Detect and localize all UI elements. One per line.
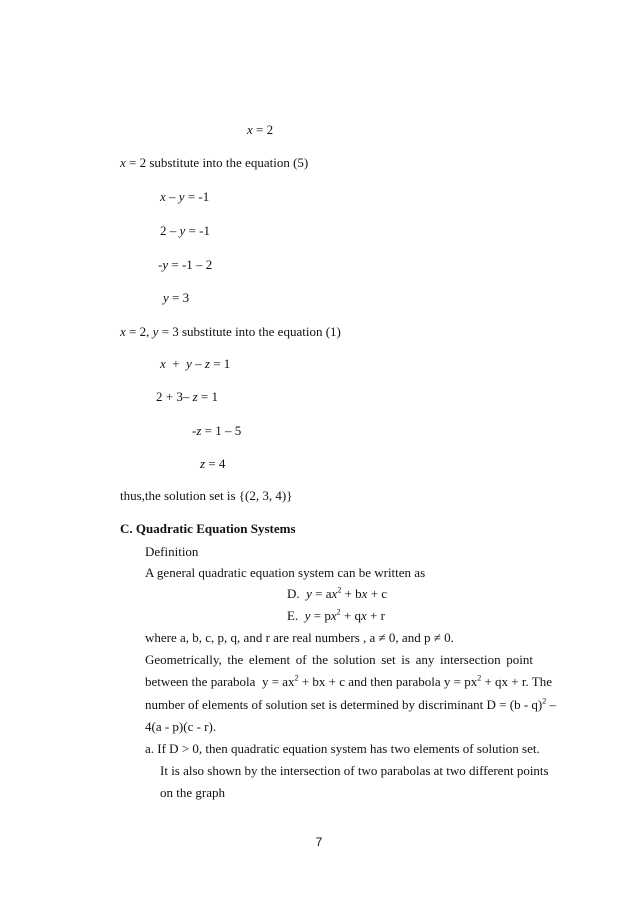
geometric-line-4: 4(a - p)(c - r).: [145, 719, 217, 734]
substitute-line-5: x = 2 substitute into the equation (5): [120, 155, 309, 170]
where-line: where a, b, c, p, q, and r are real numbers , a ≠ 0, and p ≠ 0.: [145, 630, 454, 645]
page-number: 7: [315, 835, 323, 849]
equation-x-eq-2: x = 2: [247, 122, 274, 137]
section-heading: C. Quadratic Equation Systems: [120, 521, 296, 536]
general-form-line: A general quadratic equation system can be written as: [145, 565, 426, 580]
geometric-line-1: Geometrically, the element of the solution set is any intersection point: [145, 652, 533, 667]
item-a-line-2: It is also shown by the intersection of two parabolas at two different points: [160, 763, 549, 778]
equation-line: 2 + 3– z = 1: [156, 389, 218, 404]
item-a-line-1: a. If D > 0, then quadratic equation system has two elements of solution set.: [145, 741, 540, 756]
geometric-line-2: between the parabola $y = ax^2$ + bx + c and then parabola $y = px^2$ + qx + r. The: [145, 673, 552, 689]
equation-line: x – y = -1: [160, 189, 210, 204]
definition-label: Definition: [145, 544, 199, 559]
equation-line: -y = -1 – 2: [158, 257, 213, 272]
geometric-line-3: number of elements of solution set is determined by discriminant D = (b - q)$^2$ –: [145, 696, 556, 712]
equation-d: D. $y = ax^2$ + bx + c: [287, 585, 388, 601]
equation-line: y = 3: [163, 290, 190, 305]
item-a-line-3: on the graph: [160, 785, 225, 800]
solution-set-line: thus,the solution set is {(2, 3, 4)}: [120, 488, 293, 503]
equation-line: z = 4: [200, 456, 226, 471]
equation-line: 2 – y = -1: [160, 223, 210, 238]
equation-line: -z = 1 – 5: [192, 423, 242, 438]
equation-line: x + y – z = 1: [160, 356, 231, 371]
equation-e: E. $y = px^2$ + qx + r: [287, 607, 385, 623]
substitute-line-1: x = 2, y = 3 substitute into the equation (1): [120, 324, 341, 339]
